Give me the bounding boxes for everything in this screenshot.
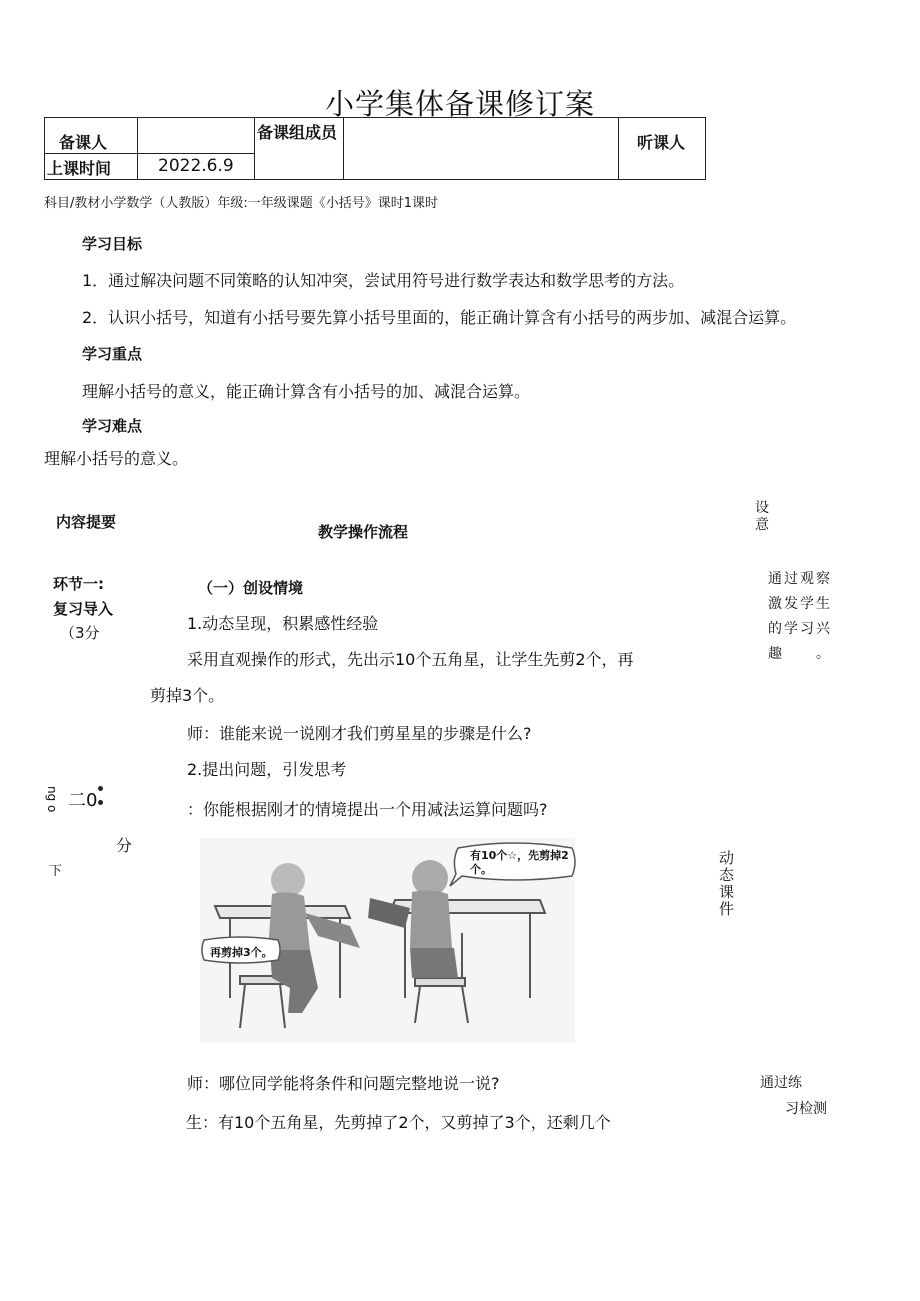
difficulty-heading: 学习难点: [82, 417, 143, 435]
garbled-char-b: 分: [116, 836, 133, 855]
garbled-char-a: 二0: [68, 790, 98, 811]
difficulty-text: 理解小括号的意义。: [44, 449, 189, 468]
garbled-char-d: ng o: [45, 786, 59, 813]
section1-label-b: 复习导入: [53, 600, 114, 618]
objective-1: 1．通过解决问题不同策略的认知冲突，尝试用符号进行数学表达和数学思考的方法。: [82, 271, 685, 290]
header-table: [44, 117, 706, 180]
intent-note-2: 动态课件: [717, 850, 735, 918]
step-2: 2.提出问题，引发思考: [187, 760, 347, 779]
column-header-content: 内容提要: [56, 513, 117, 531]
group-value-cell: [344, 118, 619, 180]
intent-note-3a: 通过练: [760, 1075, 802, 1091]
classroom-illustration: [200, 838, 575, 1043]
dot-marker: [98, 800, 103, 805]
speech-bubble-left: 再剪掉3个。: [210, 946, 273, 959]
focus-text: 理解小括号的意义，能正确计算含有小括号的加、减混合运算。: [82, 382, 531, 401]
page-title: 小学集体备课修订案: [324, 87, 595, 121]
focus-heading: 学习重点: [82, 345, 143, 363]
time-label-cell: 上课时间: [45, 154, 138, 180]
objectives-heading: 学习目标: [82, 235, 143, 253]
preparer-label-cell: 备课人: [45, 118, 138, 154]
column-header-flow: 教学操作流程: [318, 523, 409, 541]
section1-heading: （一）创设情境: [198, 579, 304, 597]
step-1: 1.动态呈现，积累感性经验: [187, 614, 379, 633]
time-value-cell: 2022.6.9: [138, 154, 255, 180]
meta-line: 科目/教材小学数学（人教版）年级:一年级课题《小括号》课时1课时: [44, 196, 439, 211]
step-1-text-a: 采用直观操作的形式，先出示10个五角星，让学生先剪2个，再: [187, 650, 634, 669]
teacher-question-1: 师：谁能来说一说刚才我们剪星星的步骤是什么?: [187, 724, 532, 743]
intent-note-3b: 习检测: [785, 1101, 827, 1117]
step-2-question: ：你能根据刚才的情境提出一个用减法运算问题吗?: [187, 800, 548, 819]
group-label-cell: 备课组成员: [255, 118, 344, 180]
teacher-question-2: 师：哪位同学能将条件和问题完整地说一说?: [187, 1074, 500, 1093]
speech-bubble-right: 有10个☆，先剪掉2个。: [470, 849, 569, 876]
garbled-char-c: 下: [49, 864, 63, 879]
section1-label-a: 环节一:: [53, 575, 104, 593]
column-header-intent: 设意: [755, 500, 769, 533]
student-answer-cut: 生：有10个五角星，先剪掉了2个，又剪掉了3个，还剩几个: [186, 1113, 611, 1132]
section1-time: （3分: [60, 624, 100, 642]
preparer-value-cell: [138, 118, 255, 154]
listener-label-cell: 听课人: [619, 118, 706, 180]
objective-2: 2．认识小括号，知道有小括号要先算小括号里面的，能正确计算含有小括号的两步加、减混合运算。: [82, 308, 797, 327]
step-1-text-b: 剪掉3个。: [150, 686, 225, 705]
dot-marker: [98, 786, 103, 791]
intent-note-1: 通过观察激发学生的学习兴趣。: [768, 571, 830, 662]
